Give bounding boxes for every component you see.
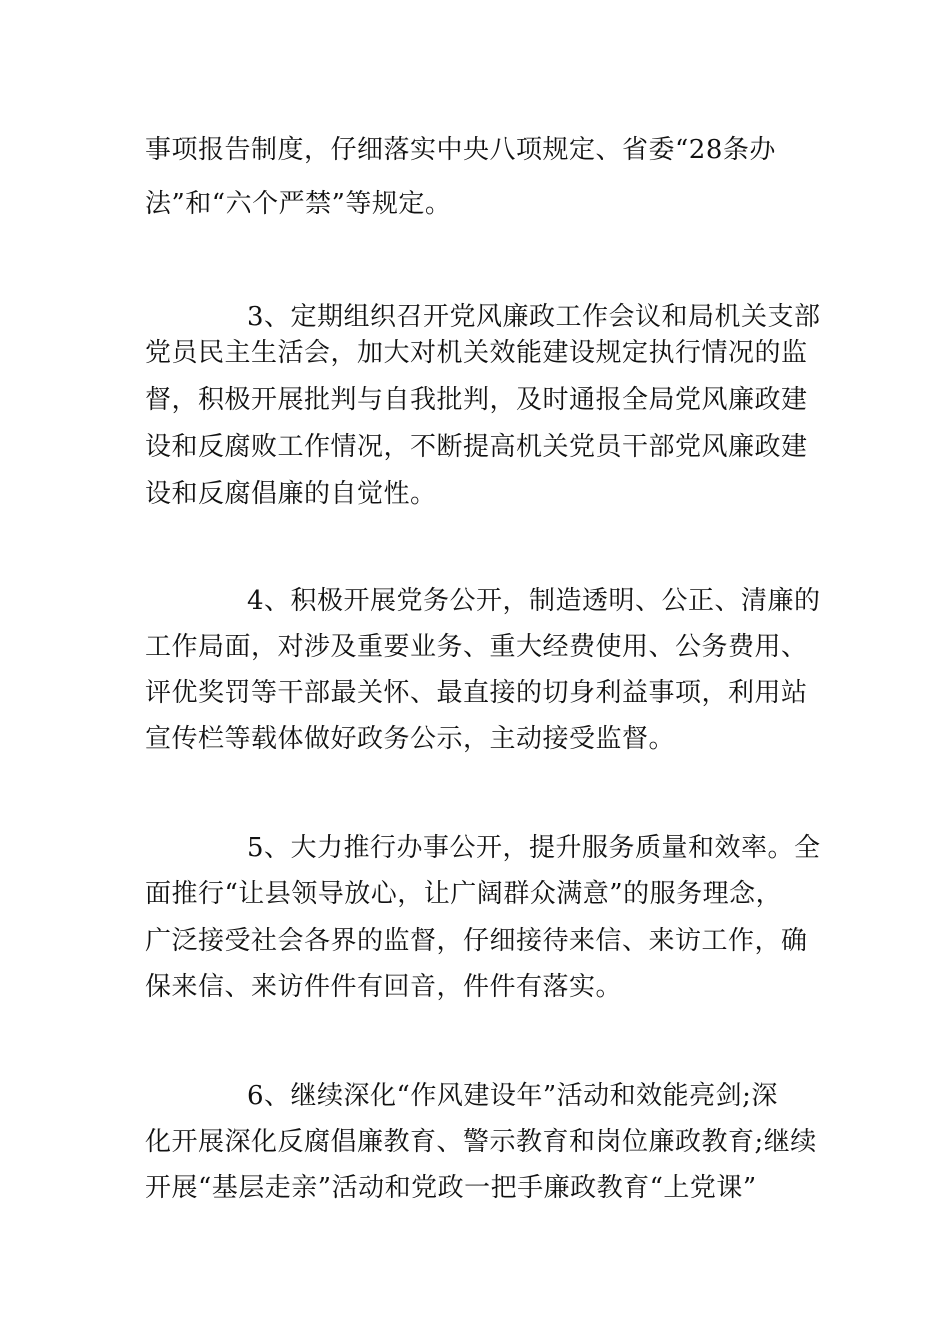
paragraph-4-line-3: 评优奖罚等干部最关怀、最直接的切身利益事项，利用站	[145, 678, 808, 708]
paragraph-6-line-1: 6、继续深化“作风建设年”活动和效能亮剑;深	[247, 1081, 778, 1111]
paragraph-5-line-2: 面推行“让县领导放心，让广阔群众满意”的服务理念，	[145, 879, 783, 909]
paragraph-3-line-5: 设和反腐倡廉的自觉性。	[145, 479, 437, 509]
paragraph-4-line-4: 宣传栏等载体做好政务公示，主动接受监督。	[145, 724, 676, 754]
paragraph-3-line-2: 党员民主生活会，加大对机关效能建设规定执行情况的监	[145, 338, 808, 368]
paragraph-3-line-3: 督，积极开展批判与自我批判，及时通报全局党风廉政建	[145, 385, 808, 415]
paragraph-5-line-4: 保来信、来访件件有回音，件件有落实。	[145, 972, 623, 1002]
paragraph-6-line-2: 化开展深化反腐倡廉教育、警示教育和岗位廉政教育;继续	[145, 1127, 817, 1157]
paragraph-5-line-3: 广泛接受社会各界的监督，仔细接待来信、来访工作，确	[145, 926, 808, 956]
paragraph-intro-line-1: 事项报告制度，仔细落实中央八项规定、省委“28条办	[145, 135, 776, 165]
paragraph-4-line-1: 4、积极开展党务公开，制造透明、公正、清廉的	[247, 586, 821, 616]
paragraph-5-line-1: 5、大力推行办事公开，提升服务质量和效率。全	[247, 833, 821, 863]
paragraph-4-line-2: 工作局面，对涉及重要业务、重大经费使用、公务费用、	[145, 632, 808, 662]
paragraph-3-line-1: 3、定期组织召开党风廉政工作会议和局机关支部	[247, 302, 821, 332]
paragraph-6-line-3: 开展“基层走亲”活动和党政一把手廉政教育“上党课”	[145, 1173, 757, 1203]
paragraph-intro-line-2: 法”和“六个严禁”等规定。	[145, 189, 452, 219]
paragraph-3-line-4: 设和反腐败工作情况，不断提高机关党员干部党风廉政建	[145, 432, 808, 462]
